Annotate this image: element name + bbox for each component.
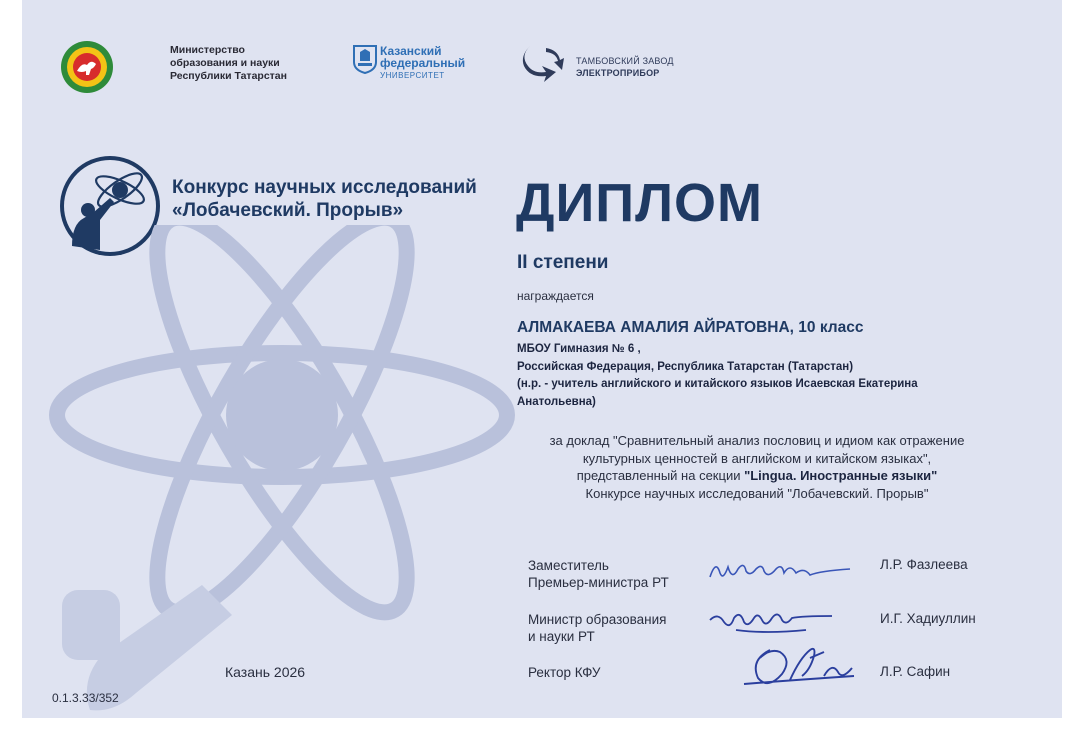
role-line: Министр образования bbox=[528, 612, 667, 627]
signature-fazleeva bbox=[706, 553, 866, 589]
signature-khadiullin bbox=[706, 604, 856, 638]
kfu-line: федеральный bbox=[380, 56, 466, 70]
report-line: Конкурсе научных исследований "Лобачевский. Прорыв" bbox=[585, 485, 929, 501]
details-line: МБОУ Гимназия № 6 , bbox=[517, 343, 641, 355]
ministry-label bbox=[170, 44, 330, 83]
report-line: культурных ценностей в английском и китайском языках", bbox=[582, 450, 932, 466]
details-line: Российская Федерация, Республика Татарстан (Татарстан) bbox=[517, 360, 854, 373]
signatory-name: Л.Р. Фазлеева bbox=[880, 557, 968, 572]
signatory-role bbox=[528, 557, 669, 591]
report-section-name: "Lingua. Иностранные языки" bbox=[744, 468, 938, 483]
signatory-role bbox=[528, 664, 600, 681]
awarded-label: награждается bbox=[517, 289, 594, 303]
signatory-name: Л.Р. Сафин bbox=[880, 664, 951, 679]
signatory-name: И.Г. Хадиуллин bbox=[880, 611, 976, 626]
recipient-name: АЛМАКАЕВА АМАЛИЯ АЙРАТОВНА, 10 класс bbox=[517, 319, 864, 336]
signatory-role bbox=[528, 611, 666, 645]
diploma-degree: II степени bbox=[517, 252, 609, 273]
diploma-sheet bbox=[22, 0, 1062, 718]
report-section-prefix: представленный на секции bbox=[576, 468, 745, 483]
kfu-label bbox=[380, 45, 465, 80]
report-description bbox=[517, 432, 997, 502]
signature-safin bbox=[740, 640, 860, 692]
details-line: (н.р. - учитель английского и китайского языков Исаевская Екатерина bbox=[517, 378, 918, 390]
kfu-line: Казанский bbox=[380, 44, 442, 58]
report-line bbox=[517, 467, 997, 485]
role-line: Заместитель bbox=[528, 558, 609, 573]
contest-title bbox=[172, 176, 477, 222]
kfu-logo-icon bbox=[352, 44, 378, 74]
ministry-line: Министерство bbox=[170, 44, 245, 56]
report-line: за доклад "Сравнительный анализ пословиц и идиом как отражение bbox=[549, 433, 965, 448]
details-line: Анатольевна) bbox=[517, 395, 596, 408]
ministry-line: образования и науки bbox=[170, 57, 280, 69]
diploma-title: ДИПЛОМ bbox=[516, 173, 763, 233]
tambov-label bbox=[576, 55, 674, 79]
role-line: и науки РТ bbox=[528, 629, 595, 644]
atom-illustration bbox=[42, 225, 522, 625]
contest-title-line: Конкурс научных исследований bbox=[172, 177, 477, 198]
ministry-line: Республики Татарстан bbox=[170, 70, 287, 82]
recipient-details bbox=[517, 341, 1017, 411]
city-year: Казань 2026 bbox=[225, 664, 306, 680]
tambov-line: ЭЛЕКТРОПРИБОР bbox=[576, 68, 660, 78]
role-line: Премьер-министра РТ bbox=[528, 575, 669, 590]
tatarstan-emblem-icon bbox=[60, 40, 114, 94]
tambov-logo-icon bbox=[516, 42, 568, 84]
document-code: 0.1.3.33/352 bbox=[52, 691, 119, 705]
kfu-line: УНИВЕРСИТЕТ bbox=[380, 71, 445, 80]
contest-title-line: «Лобачевский. Прорыв» bbox=[172, 200, 404, 221]
tambov-line: ТАМБОВСКИЙ ЗАВОД bbox=[576, 56, 674, 66]
role-line: Ректор КФУ bbox=[528, 665, 601, 680]
